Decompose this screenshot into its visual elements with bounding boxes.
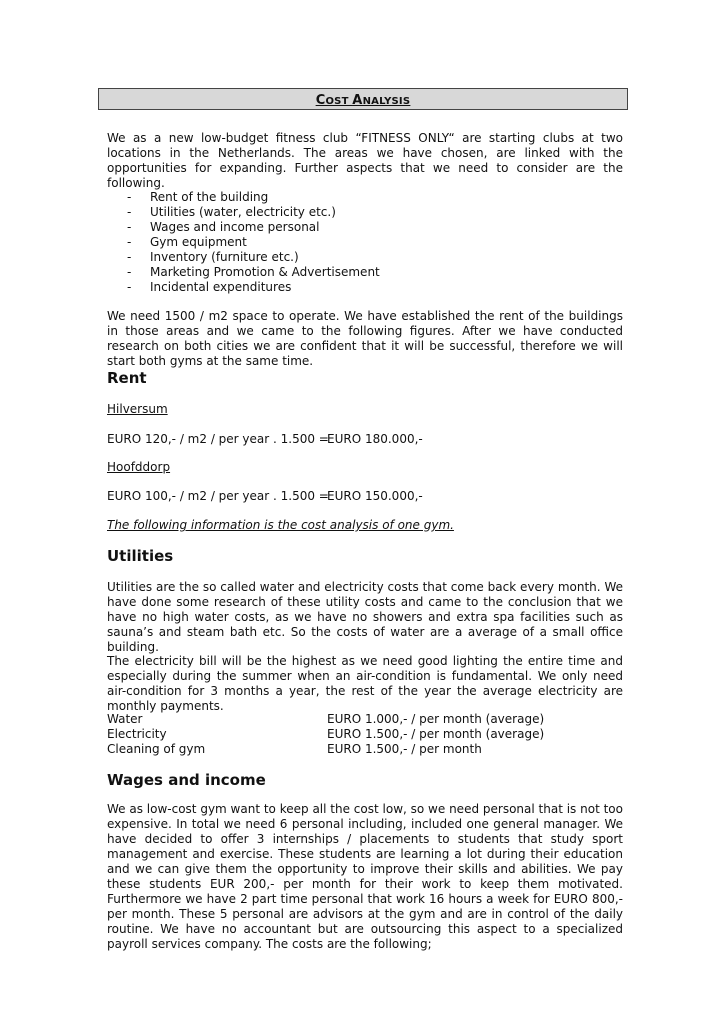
wages-paragraph: We as low-cost gym want to keep all the cost low, so we need personal that is not too expensive. In total we need 6 personal including, included one general manager. We have decided to offer 3 internships / placements to students that study sport management and exercise. These students are learning a lot during their education and we can give them the opportunity to improve their skills and abilities. We pay these students EUR 200,- per month for their work to keep them motivated. Furthermore we have 2 part time personal that work 16 hours a week for EURO 800,- per month. These 5 personal are advisors at the gym and are in control of the daily routine. We have no accountant but are outsourcing this aspect to a specialized payroll services company. The costs are the following;	[107, 802, 623, 951]
list-item: - Rent of the building	[127, 190, 269, 204]
list-item: - Incidental expenditures	[127, 280, 292, 294]
wages-heading: Wages and income	[107, 771, 266, 789]
city-hoofddorp: Hoofddorp	[107, 460, 171, 474]
title-banner	[98, 88, 628, 110]
utilities-paragraph-1: Utilities are the so called water and electricity costs that come back every month. We have done some research of these utility costs and came to the conclusion that we have no high water costs, as we have no showers and extra spa facilities such as sauna’s and steam bath etc. So the costs of water are a average of a small office building.	[107, 580, 623, 654]
page-title: COST ANALYSIS	[315, 93, 411, 108]
list-item: - Gym equipment	[127, 235, 247, 249]
list-item: - Wages and income personal	[127, 220, 320, 234]
list-item: - Marketing Promotion & Advertisement	[127, 265, 380, 279]
aspects-list	[107, 190, 507, 295]
list-item: - Inventory (furniture etc.)	[127, 250, 299, 264]
utilities-paragraph-2: The electricity bill will be the highest as we need good lighting the entire time and especially during the summer when an air-condition is fundamental. We only need air-condition for 3 months a year, the rest of the year the average electricity are monthly payments.	[107, 654, 623, 713]
cost-note: The following information is the cost analysis of one gym.	[107, 518, 454, 532]
intro-paragraph: We as a new low-budget fitness club “FITNESS ONLY“ are starting clubs at two locations in the Netherlands. The areas we have chosen, are linked with the opportunities for expanding. Further aspects that we need to consider are the following.	[107, 131, 623, 190]
city-hilversum: Hilversum	[107, 402, 168, 416]
rent-heading: Rent	[107, 369, 147, 387]
space-paragraph: We need 1500 / m2 space to operate. We have established the rent of the buildings in those areas and we came to the following figures. After we have conducted research on both cities we are confident that it will be successful, therefore we will start both gyms at the same time.	[107, 309, 623, 368]
list-item: - Utilities (water, electricity etc.)	[127, 205, 336, 219]
utilities-heading: Utilities	[107, 547, 174, 565]
